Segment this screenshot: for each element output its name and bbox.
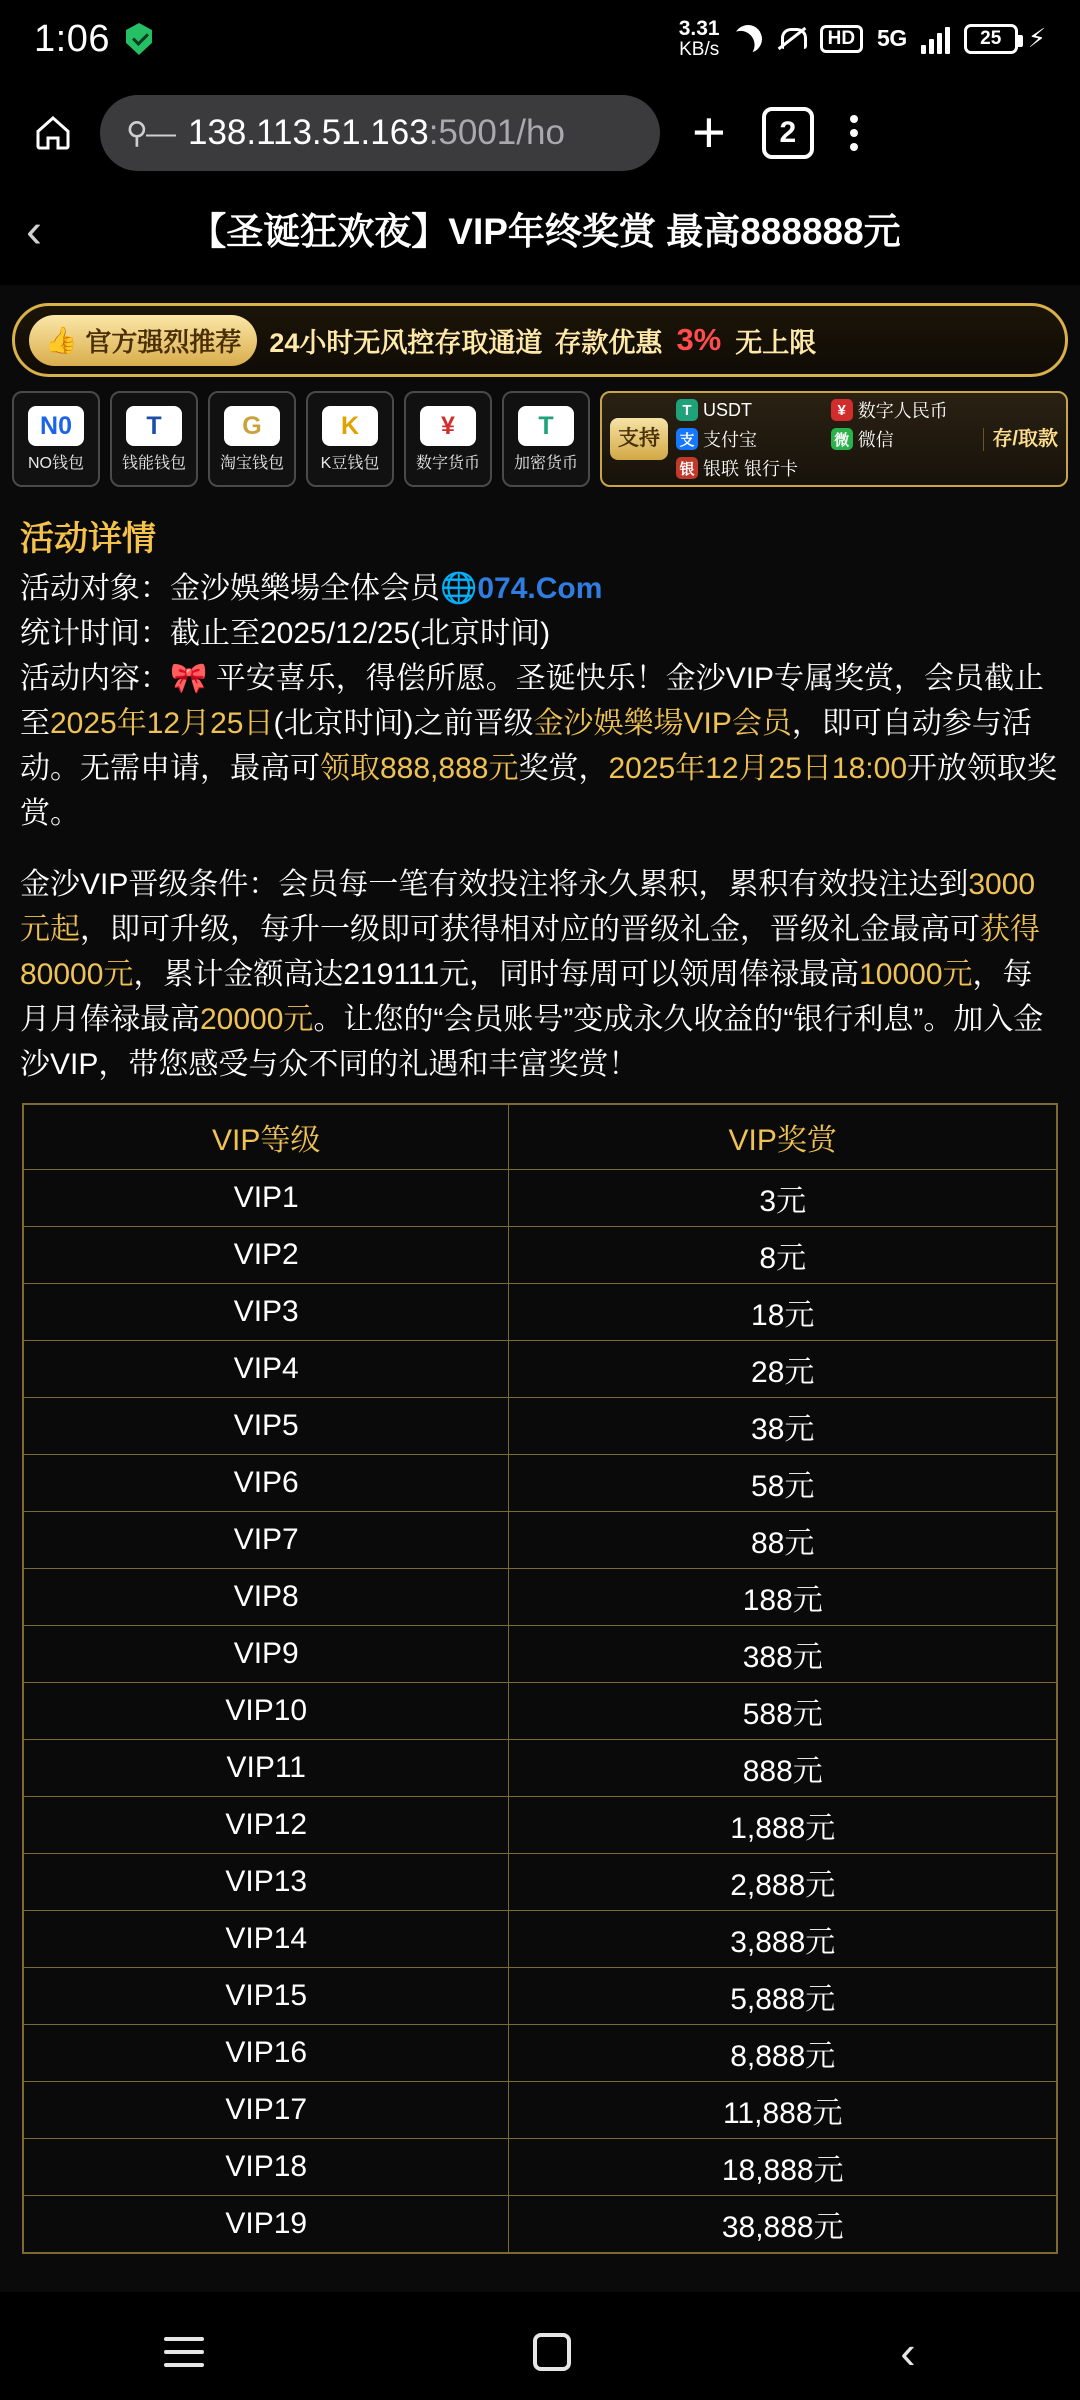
table-row: VIP7 88元 <box>23 1512 1057 1569</box>
wechat-icon: 微 <box>831 428 853 450</box>
wallet-row <box>0 383 1080 501</box>
globe-icon: 🌐 <box>440 572 478 605</box>
table-row: VIP18 18,888元 <box>23 2139 1057 2196</box>
table-row: VIP17 11,888元 <box>23 2082 1057 2139</box>
deposit-withdraw-label: 存/取款 <box>983 428 1058 451</box>
table-row: VIP12 1,888元 <box>23 1797 1057 1854</box>
page-title: 【圣诞狂欢夜】VIP年终奖赏 最高888888元 <box>189 210 901 252</box>
back-chevron-icon[interactable]: ‹ <box>26 205 42 258</box>
table-row: VIP9 388元 <box>23 1626 1057 1683</box>
promo-line-3: 无上限 <box>735 327 817 358</box>
wallet-logo: T <box>518 406 574 446</box>
table-row: VIP1 3元 <box>23 1170 1057 1227</box>
home-icon[interactable] <box>22 102 84 164</box>
detail-row-time: 统计时间：截止至2025/12/25(北京时间) <box>20 617 551 650</box>
wallet-logo: T <box>126 406 182 446</box>
table-row: VIP15 5,888元 <box>23 1968 1057 2025</box>
detail-row-content: 活动内容：🎀 平安喜乐，得偿所愿。圣诞快乐！金沙VIP专属奖赏，会员截止至2025年12月25日(北京时间)之前晋级金沙娛樂場VIP会员，即可自动参与活动。无需申请，最高可领取888,888元奖赏，2025年12月25日18:00开放领取奖赏。 <box>20 662 1058 830</box>
detail-row-conditions: 金沙VIP晋级条件：会员每一笔有效投注将永久累积，累积有效投注达到3000元起，即可升级，每升一级即可获得相对应的晋级礼金，晋级礼金最高可获得80000元，累计金额高达219111元，同时每周可以领周俸禄最高10000元，每月月俸禄最高20000元。让您的“会员账号”变成永久收益的“银行利息”。加入金沙VIP，带您感受与众不同的礼遇和丰富奖赏！ <box>20 868 1044 1081</box>
wallet-label: 钱能钱包 <box>121 455 186 472</box>
column-header-level: VIP等级 <box>23 1104 509 1170</box>
wallet-label: 加密货币 <box>513 455 578 472</box>
table-header-row <box>23 1104 1057 1170</box>
table-row: VIP19 38,888元 <box>23 2196 1057 2254</box>
wallet-label: 淘宝钱包 <box>219 455 284 472</box>
url-bar[interactable] <box>100 95 660 171</box>
bolt-icon: ⚡ <box>1027 23 1046 54</box>
wallet-logo: K <box>322 406 378 446</box>
wallet-item[interactable] <box>306 391 394 487</box>
vip-table-viewport <box>0 1087 1080 2292</box>
recents-icon[interactable] <box>164 2337 204 2367</box>
page-content <box>0 285 1080 2292</box>
system-navigation-bar <box>0 2304 1080 2400</box>
column-header-reward: VIP奖赏 <box>509 1104 1057 1170</box>
promo-line-2: 存款优惠 <box>554 327 663 358</box>
promo-line-1: 24小时无风控存取通道 <box>269 327 543 358</box>
digital-rmb-icon: ¥ <box>831 399 853 421</box>
wallet-label: K豆钱包 <box>320 455 380 472</box>
table-row: VIP8 188元 <box>23 1569 1057 1626</box>
status-time: 1:06 <box>34 17 110 60</box>
wallet-logo: N0 <box>28 406 84 446</box>
battery-percent: 25 <box>980 27 1002 49</box>
site-settings-icon[interactable]: ⚲— <box>126 116 174 150</box>
support-item: T USDT <box>676 397 821 423</box>
thumbs-up-icon: 👍 <box>45 324 78 355</box>
wallet-item[interactable] <box>404 391 492 487</box>
wallet-label: NO钱包 <box>27 455 84 472</box>
wallet-item[interactable] <box>502 391 590 487</box>
table-row: VIP11 888元 <box>23 1740 1057 1797</box>
details-heading: 活动详情 <box>20 520 156 558</box>
site-link[interactable]: 074.Com <box>477 572 603 605</box>
table-body <box>23 1170 1057 2254</box>
table-row: VIP13 2,888元 <box>23 1854 1057 1911</box>
network-type-label: 5G <box>877 25 907 52</box>
table-row: VIP2 8元 <box>23 1227 1057 1284</box>
payment-support-box <box>600 391 1068 487</box>
table-row: VIP4 28元 <box>23 1341 1057 1398</box>
hd-badge: HD <box>820 25 863 54</box>
signal-bars-icon <box>921 24 950 54</box>
moon-icon <box>730 21 766 57</box>
ribbon-icon: 🎀 <box>170 662 208 695</box>
wallet-logo: ¥ <box>420 406 476 446</box>
shield-icon <box>126 23 152 55</box>
url-text: 138.113.51.163:5001/ho <box>187 113 565 152</box>
status-bar <box>0 0 1080 78</box>
support-item: 支 支付宝 <box>676 426 821 452</box>
back-icon[interactable]: ‹ <box>900 2326 916 2378</box>
support-item: 银 银联 银行卡 <box>676 455 821 481</box>
page-header <box>0 188 1080 285</box>
table-row: VIP6 58元 <box>23 1455 1057 1512</box>
table-row: VIP10 588元 <box>23 1683 1057 1740</box>
usdt-icon: T <box>676 399 698 421</box>
status-icons <box>679 18 1046 60</box>
promo-percent: 3% <box>676 322 722 357</box>
new-tab-button[interactable]: + <box>692 100 726 165</box>
wallet-label: 数字货币 <box>415 455 480 472</box>
overflow-menu-icon[interactable] <box>850 115 858 151</box>
vip-reward-table <box>22 1103 1058 2254</box>
detail-row-target: 活动对象：金沙娛樂場全体会员🌐074.Com <box>20 572 603 605</box>
wallet-item[interactable] <box>208 391 296 487</box>
unionpay-icon: 银 <box>676 457 698 479</box>
support-items <box>676 397 975 481</box>
browser-toolbar <box>0 78 1080 188</box>
table-row: VIP5 38元 <box>23 1398 1057 1455</box>
promo-banner[interactable] <box>12 303 1068 377</box>
network-speed: 3.31 KB/s <box>678 17 720 61</box>
support-item: ¥ 数字人民币 <box>831 397 976 423</box>
tab-switcher-button[interactable]: 2 <box>762 107 814 159</box>
support-item: 微 微信 <box>831 426 976 452</box>
alipay-icon: 支 <box>676 428 698 450</box>
support-badge: 支持 <box>610 418 668 460</box>
wallet-item[interactable] <box>12 391 100 487</box>
official-recommend-badge: 👍 官方强烈推荐 <box>29 315 257 366</box>
details-body <box>0 566 1080 1087</box>
home-square-icon[interactable] <box>533 2333 571 2371</box>
promo-section <box>0 285 1080 383</box>
table-row: VIP14 3,888元 <box>23 1911 1057 1968</box>
wallet-item[interactable] <box>110 391 198 487</box>
table-row: VIP3 18元 <box>23 1284 1057 1341</box>
battery-icon <box>964 24 1018 54</box>
wallet-logo: G <box>224 406 280 446</box>
bell-off-icon <box>776 24 806 54</box>
table-row: VIP16 8,888元 <box>23 2025 1057 2082</box>
